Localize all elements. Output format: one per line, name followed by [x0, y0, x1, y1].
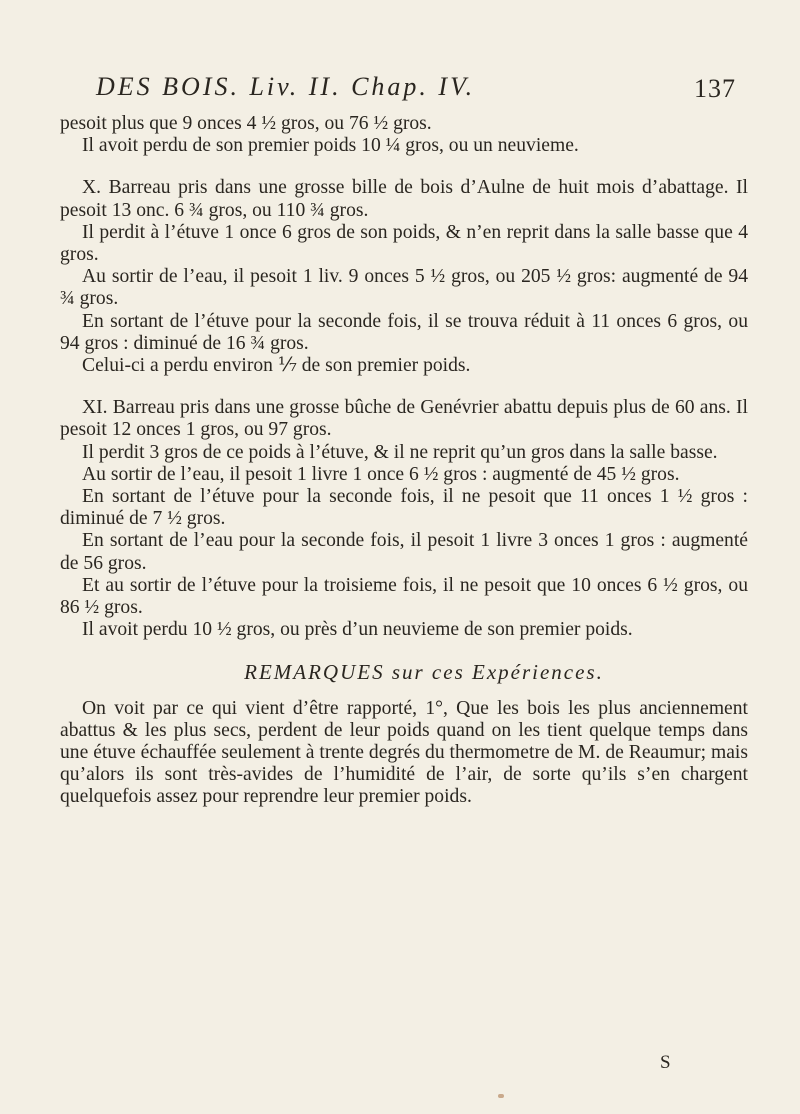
paragraph: Il avoit perdu 10 ½ gros, ou près d’un neuvieme de son premier poids.: [82, 619, 633, 641]
running-title: DES BOIS. Liv. II. Chap. IV.: [96, 72, 476, 101]
paper-speck: [498, 1094, 504, 1098]
paragraph: Il avoit perdu de son premier poids 10 ¼ gros, ou un neuvieme.: [82, 135, 579, 157]
section-heading: REMARQUES sur ces Expériences.: [244, 660, 604, 685]
paragraph: En sortant de l’eau pour la seconde fois, il pesoit 1 livre 3 onces 1 gros : augmenté de 56 gros.: [60, 530, 748, 574]
paragraph: pesoit plus que 9 onces 4 ½ gros, ou 76 ½ gros.: [60, 113, 432, 134]
paragraph: On voit par ce qui vient d’être rapporté, 1°, Que les bois les plus anciennement abattus & les plus secs, perdent de leur poids quand on les tient quelque temps dans une étuve échauffée seulement à trente degrés du thermometre de M. de Reaumur; mais qu’alors ils sont très-avides de l’humidité de l’air, de sorte qu’ils s’en chargent quelquefois assez pour reprendre leur premier poids.: [60, 697, 748, 808]
paragraph: En sortant de l’étuve pour la seconde fois, il se trouva réduit à 11 onces 6 gros, ou 94 gros : diminué de 16 ¾ gros.: [60, 310, 748, 354]
paragraph: Celui-ci a perdu environ ⅐ de son premier poids.: [82, 355, 471, 377]
paragraph: Il perdit 3 gros de ce poids à l’étuve, & il ne reprit qu’un gros dans la salle basse.: [82, 441, 718, 463]
paragraph: En sortant de l’étuve pour la seconde fois, il ne pesoit que 11 onces 1 ½ gros : diminué de 7 ½ gros.: [60, 486, 748, 530]
paragraph: Et au sortir de l’étuve pour la troisieme fois, il ne pesoit que 10 onces 6 ½ gros, ou 86 ½ gros.: [60, 574, 748, 619]
paragraph: Il perdit à l’étuve 1 once 6 gros de son poids, & n’en reprit dans la salle basse que 4 gros.: [60, 221, 748, 266]
paragraph: Au sortir de l’eau, il pesoit 1 livre 1 once 6 ½ gros : augmenté de 45 ½ gros.: [82, 463, 680, 485]
signature-mark: S: [660, 1052, 671, 1073]
paragraph: X. Barreau pris dans une grosse bille de bois d’Aulne de huit mois d’abattage. Il pesoit 13 onc. 6 ¾ gros, ou 110 ¾ gros.: [60, 177, 748, 221]
page-number: 137: [694, 74, 736, 103]
running-header: [96, 72, 736, 112]
page-body: [60, 113, 748, 809]
paragraph: Au sortir de l’eau, il pesoit 1 liv. 9 onces 5 ½ gros, ou 205 ½ gros: augmenté de 94 ¾ gros.: [60, 266, 748, 310]
paragraph: XI. Barreau pris dans une grosse bûche de Genévrier abattu depuis plus de 60 ans. Il pesoit 12 onces 1 gros, ou 97 gros.: [60, 397, 748, 441]
